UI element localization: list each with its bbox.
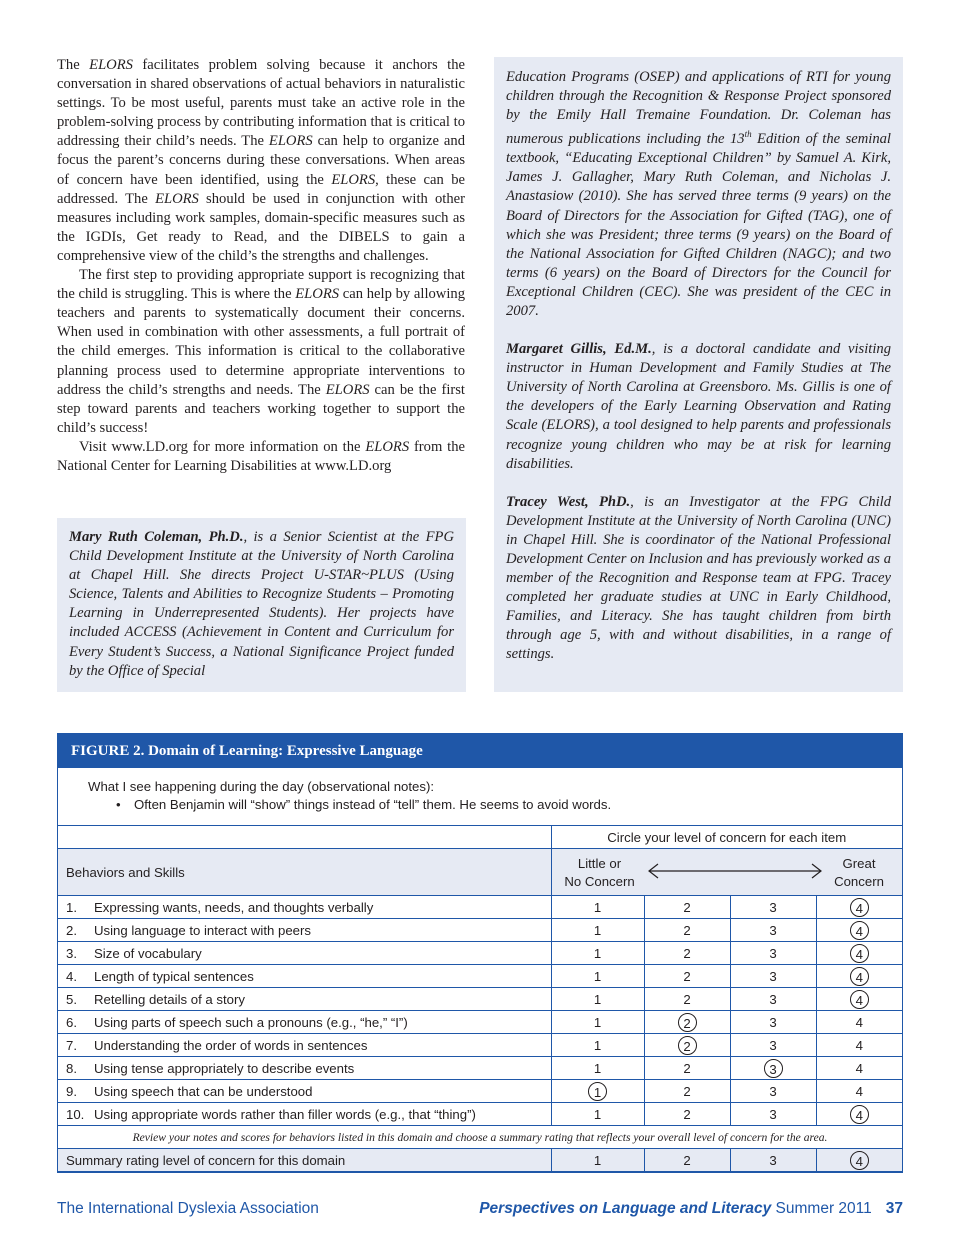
- rating-table: [58, 826, 902, 1172]
- score-cell[interactable]: [816, 896, 902, 919]
- behavior-label: 3. Size of vocabulary: [58, 942, 551, 965]
- circled-score: 3: [764, 1059, 783, 1078]
- behavior-label: 6. Using parts of speech such a pronouns (e.g., “he,” “I”): [58, 1011, 551, 1034]
- score-cell[interactable]: [644, 896, 730, 919]
- score: 3: [769, 899, 777, 915]
- score-cell[interactable]: [816, 1103, 902, 1126]
- obs-label: What I see happening during the day (observational notes):: [88, 779, 435, 794]
- obs-bullet-item: • Often Benjamin will “show” things instead of “tell” them. He seems to avoid words.: [116, 797, 612, 812]
- score-cell[interactable]: [816, 988, 902, 1011]
- score-cell[interactable]: [730, 988, 816, 1011]
- score: 3: [769, 1037, 777, 1053]
- score-cell[interactable]: [816, 1057, 902, 1080]
- circled-score: 4: [850, 921, 869, 940]
- table-row: [58, 1103, 902, 1126]
- score-cell[interactable]: [730, 1103, 816, 1126]
- score: 1: [593, 945, 602, 961]
- circled-score: 4: [850, 967, 869, 986]
- score-cell[interactable]: [644, 1080, 730, 1103]
- bio-coleman-continued: Education Programs (OSEP) and applications of RTI for young children through the Recognition & Response Project sponsored by the Emily Hall Tremaine Foundation. Dr. Coleman has numerous publications including the 13th Edition of the seminal textbook, “Educating Exceptional Children” by Samuel A. Kirk, James J. Gallagher, Mary Ruth Coleman, and Nicholas J. Anastasiow (2010). She has served three terms (9 years) on the Board of Directors for the Association for Gifted (TAG), one of which she was President; three terms (9 years) on the Board of the National Association for Gifted Children (NAGC); and two terms (6 years) on the Board of Directors for the Council for Exceptional Children (CEC). She was president of the CEC in 2007.: [506, 69, 891, 319]
- observational-notes: [58, 768, 902, 826]
- circled-score: 4: [850, 1151, 869, 1170]
- page-footer: [57, 1200, 903, 1220]
- left-column: [57, 56, 465, 476]
- score-cell[interactable]: [816, 1011, 902, 1034]
- score-cell[interactable]: [551, 1057, 644, 1080]
- score: 4: [855, 1060, 863, 1076]
- score: 1: [593, 1014, 602, 1030]
- score-cell[interactable]: [730, 1149, 816, 1172]
- score-cell[interactable]: [551, 1149, 644, 1172]
- score-cell[interactable]: [816, 965, 902, 988]
- bio-box-right: [494, 57, 903, 692]
- score: 1: [593, 1037, 602, 1053]
- score: 2: [683, 1152, 691, 1168]
- review-instructions: Review your notes and scores for behaviors listed in this domain and choose a summary rating that reflects your overall level of concern for the area.: [58, 1126, 902, 1149]
- circled-score: 2: [678, 1036, 697, 1055]
- bio-gillis: Margaret Gillis, Ed.M., is a doctoral candidate and visiting instructor in Human Development and Family Studies at The University of North Carolina at Greensboro. Ms. Gillis is one of the developers of the Early Learning Observation and Rating Scale (ELORS), a tool designed to help parents and professionals recognize young children who may be at risk for learning disabilities.: [506, 341, 891, 472]
- score: 3: [769, 945, 777, 961]
- score-cell[interactable]: [730, 896, 816, 919]
- bio-name: Mary Ruth Coleman, Ph.D.: [69, 529, 244, 545]
- circle-header: Circle your level of concern for each item: [551, 826, 902, 849]
- score-cell[interactable]: [551, 942, 644, 965]
- behavior-label: 9. Using speech that can be understood: [58, 1080, 551, 1103]
- double-arrow-icon: [647, 862, 823, 880]
- score: 2: [683, 1060, 691, 1076]
- behavior-label: 10. Using appropriate words rather than filler words (e.g., that “thing”): [58, 1103, 551, 1126]
- score: 1: [593, 991, 602, 1007]
- table-row: [58, 1080, 902, 1103]
- score-cell[interactable]: [551, 919, 644, 942]
- behaviors-header: Behaviors and Skills: [58, 849, 551, 896]
- score-cell[interactable]: [551, 896, 644, 919]
- score-cell[interactable]: [730, 1034, 816, 1057]
- score: 1: [593, 1106, 602, 1122]
- score: 1: [593, 1060, 602, 1076]
- score-cell[interactable]: [816, 1034, 902, 1057]
- score-cell[interactable]: [816, 942, 902, 965]
- score-cell[interactable]: [644, 1011, 730, 1034]
- score-cell[interactable]: [730, 1057, 816, 1080]
- score: 1: [593, 1152, 602, 1168]
- score-cell[interactable]: [816, 919, 902, 942]
- footer-right: [479, 1200, 903, 1218]
- footer-publication: Perspectives on Language and Literacy: [479, 1200, 772, 1217]
- table-row: [58, 896, 902, 919]
- score-cell[interactable]: [816, 1149, 902, 1172]
- score: 3: [769, 1106, 777, 1122]
- score-cell[interactable]: [644, 1057, 730, 1080]
- score-cell[interactable]: [644, 919, 730, 942]
- bio-name: Tracey West, PhD.: [506, 493, 631, 510]
- table-row: [58, 919, 902, 942]
- score-cell[interactable]: [730, 965, 816, 988]
- score: 3: [769, 991, 777, 1007]
- footer-issue: Summer 2011: [775, 1200, 872, 1217]
- score-cell[interactable]: [551, 1103, 644, 1126]
- circled-score: 4: [850, 1105, 869, 1124]
- page-number: 37: [885, 1200, 903, 1217]
- score-cell[interactable]: [551, 1080, 644, 1103]
- table-row: [58, 1011, 902, 1034]
- table-row: [58, 1057, 902, 1080]
- behavior-label: 1. Expressing wants, needs, and thoughts verbally: [58, 896, 551, 919]
- score: 4: [855, 1014, 863, 1030]
- circled-score: 2: [678, 1013, 697, 1032]
- scale-high-label: Great Concern: [834, 856, 884, 889]
- score-cell[interactable]: [730, 1080, 816, 1103]
- score-cell[interactable]: [551, 1034, 644, 1057]
- footer-org: The International Dyslexia Association: [57, 1200, 319, 1217]
- score-cell[interactable]: [730, 1011, 816, 1034]
- score: 2: [683, 899, 691, 915]
- score: 3: [769, 1083, 777, 1099]
- circled-score: 1: [588, 1082, 607, 1101]
- score: 1: [593, 968, 602, 984]
- figure-2: [57, 733, 903, 1173]
- score-cell[interactable]: [644, 988, 730, 1011]
- score: 1: [593, 899, 602, 915]
- circled-score: 4: [850, 990, 869, 1009]
- figure-title: FIGURE 2. Domain of Learning: Expressive Language: [58, 734, 902, 768]
- score-cell[interactable]: [644, 942, 730, 965]
- score: 1: [593, 922, 602, 938]
- behavior-label: 7. Understanding the order of words in sentences: [58, 1034, 551, 1057]
- bio-box-coleman: [57, 518, 466, 692]
- paragraph-2: The first step to providing appropriate support is recognizing that the child is struggling. This is where the ELORS can help by allowing teachers and parents to systematically document their concerns. When used in combination with other assessments, a full portrait of the child emerges. This information is critical to the collaborative planning process used to determine appropriate interventions to address the child’s strengths and needs. The ELORS can be the first step toward parents and teachers working together to support the child’s success!: [57, 267, 465, 436]
- paragraph-3: Visit www.LD.org for more information on the ELORS from the National Center for Learning Disabilities at www.LD.org: [57, 438, 465, 474]
- circled-score: 4: [850, 944, 869, 963]
- table-row: [58, 942, 902, 965]
- score-cell[interactable]: [644, 1103, 730, 1126]
- scale-low-label: Little or No Concern: [564, 856, 635, 889]
- score: 2: [683, 968, 691, 984]
- score: 3: [769, 922, 777, 938]
- summary-label: Summary rating level of concern for this domain: [58, 1149, 551, 1172]
- score: 4: [855, 1037, 863, 1053]
- score-cell[interactable]: [551, 965, 644, 988]
- score-cell[interactable]: [551, 988, 644, 1011]
- bio-coleman: Mary Ruth Coleman, Ph.D., is a Senior Scientist at the FPG Child Development Institute at the University of North Carolina at Chapel Hill. She directs Project U-STAR~PLUS (Using Science, Talents and Abilities to Recognize Students – Promoting Learning in Underrepresented Students). Her projects have included ACCESS (Achievement in Content and Curriculum for Every Student’s Success, a National Significance Project funded by the Office of Special: [69, 529, 454, 679]
- paragraph-1: The ELORS facilitates problem solving because it anchors the conversation in shared observations of actual behaviors in naturalistic settings. To be most useful, parents must take an active role in the problem-solving process by contributing information that is critical to addressing their child’s needs. The ELORS can help to organize and focus the parent’s concerns during these conversations. When areas of concern have been identified, using the ELORS, these can be addressed. The ELORS should be used in conjunction with other measures including work samples, domain-specific measures such as the IGDIs, Get ready to Read, and the DIBELS to gain a comprehensive view of the child’s the strengths and challenges.: [57, 57, 465, 264]
- score-cell[interactable]: [730, 942, 816, 965]
- table-row: [58, 965, 902, 988]
- score-cell[interactable]: [644, 1149, 730, 1172]
- score: 3: [769, 1152, 777, 1168]
- behavior-label: 5. Retelling details of a story: [58, 988, 551, 1011]
- score: 2: [683, 945, 691, 961]
- score: 2: [683, 1106, 691, 1122]
- score-cell[interactable]: [644, 1034, 730, 1057]
- score-cell[interactable]: [644, 965, 730, 988]
- behavior-label: 4. Length of typical sentences: [58, 965, 551, 988]
- score-cell[interactable]: [730, 919, 816, 942]
- score: 2: [683, 922, 691, 938]
- score: 3: [769, 968, 777, 984]
- bio-west: Tracey West, PhD., is an Investigator at the FPG Child Development Institute at the University of North Carolina (UNC) in Chapel Hill. She is coordinator of the National Professional Development Center on Inclusion and has previously worked as a member of the Recognition and Response team at FPG. Tracey completed her graduate studies at UNC in Early Childhood, Families, and Literacy. She has taught children from birth through age 5, with and without disabilities, in a range of settings.: [506, 493, 891, 663]
- score-cell[interactable]: [551, 1011, 644, 1034]
- score: 3: [769, 1014, 777, 1030]
- summary-row: [58, 1149, 902, 1172]
- score: 2: [683, 1083, 691, 1099]
- score-cell[interactable]: [816, 1080, 902, 1103]
- behavior-label: 2. Using language to interact with peers: [58, 919, 551, 942]
- table-row: [58, 988, 902, 1011]
- bio-name: Margaret Gillis, Ed.M.: [506, 341, 652, 358]
- score: 2: [683, 991, 691, 1007]
- table-row: [58, 1034, 902, 1057]
- score: 4: [855, 1083, 863, 1099]
- circled-score: 4: [850, 898, 869, 917]
- behavior-label: 8. Using tense appropriately to describe events: [58, 1057, 551, 1080]
